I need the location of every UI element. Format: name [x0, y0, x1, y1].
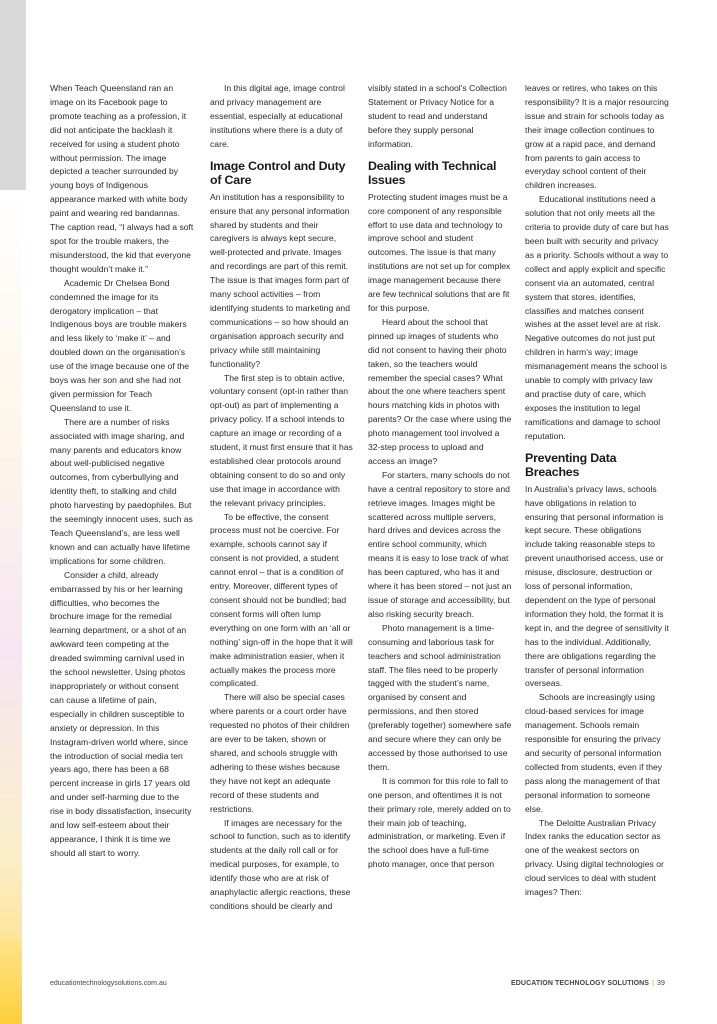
page-number: 39	[657, 980, 665, 987]
section-heading: Preventing Data Breaches	[525, 450, 617, 480]
paragraph: The first step is to obtain active, voluntary consent (opt-in rather than opt-out) as part of implementing a privacy policy. If a school intends to capture an image or recording of a student, it must first ensure that it has established clear protocols around obtaining consent to do so and only use that image in accordance with the relevant privacy principles.	[210, 372, 353, 508]
paragraph: To be effective, the consent process must not be coercive. For example, schools cannot say if consent is not provided, a student cannot enrol – that is a condition of entry. Moreover, different types of consent should not be bundled; bad consent forms will often lump everything on one form with an ‘all or nothing’ sign-off in the hope that it will make administration easier, when it actually makes the process more complicated.	[210, 511, 353, 689]
page-edge-strip	[0, 0, 26, 190]
publication-name: EDUCATION TECHNOLOGY SOLUTIONS	[511, 980, 650, 987]
page-edge-gradient	[0, 190, 22, 1024]
paragraph: When Teach Queensland ran an image on its Facebook page to promote teaching as a profession, it did not anticipate the backlash it received for using a student photo without permission. The image depicted a teacher surrounded by young boys of Indigenous appearance marked with white body paint and wearing red bandannas. The caption read, “I always had a soft spot for the trouble makers, the misunderstood, the kid that everyone thought wouldn’t make it.”	[50, 83, 194, 274]
paragraph: The Deloitte Australian Privacy Index ranks the education sector as one of the weakest sectors on privacy. Using digital technologies or cloud services to deal with student images? Then:	[525, 817, 664, 898]
paragraph: Schools are increasingly using cloud-based services for image management. Schools remain responsible for ensuring the privacy and security of personal information collected from students, even if they pass along the management of that personal information to someone else.	[525, 692, 663, 814]
text-column-4	[525, 82, 669, 962]
text-column-2	[210, 82, 354, 962]
text-column-3	[368, 82, 512, 962]
paragraph: For starters, many schools do not have a central repository to store and retrieve images. Images might be scattered across multiple servers, hard drives and devices across the entire school community, which means it is easy to lose track of what has been captured, who has it and where it has been stored – not just an issue of storage and accessibility, but also risking security breach.	[368, 469, 512, 619]
footer-separator: |	[652, 980, 654, 987]
footer-website: educationtechnologysolutions.com.au	[50, 980, 167, 987]
paragraph: An institution has a responsibility to ensure that any personal information shared by students and their caregivers is always kept secure, well-protected and private. Images and recordings are part of this remit. The issue is that images form part of many school activities – from identifying students to marketing and communications – so how should an organisation approach security and privacy while still maintaining functionality?	[210, 191, 350, 369]
paragraph: Academic Dr Chelsea Bond condemned the image for its derogatory implication – that Indigenous boys are trouble makers and less likely to ‘make it’ – and doubled down on the organisation’s use of the image because one of the boys was her son and she had not given permission for Teach Queensland to use it.	[50, 277, 190, 413]
section-heading: Dealing with Technical Issues	[368, 158, 497, 188]
paragraph: There are a number of risks associated with image sharing, and many parents and educators know about well-publicised negative outcomes, from cyberbullying and identity theft, to stalking and child photo harvesting by paedophiles. But the seemingly innocent uses, such as Teach Queensland’s, are less well known and can actually have lifetime implications for some children.	[50, 416, 193, 566]
paragraph: In Australia’s privacy laws, schools have obligations in relation to ensuring that personal information is kept secure. These obligations include taking reasonable steps to prevent unauthorised access, use or misuse, disclosure, destruction or loss of personal information, dependent on the type of personal information they hold, the format it is kept in, and the degree of sensitivity it has to the individual. Additionally, there are obligations regarding the transfer of personal information overseas.	[525, 483, 669, 689]
paragraph: There will also be special cases where parents or a court order have requested no photos of their children are ever to be taken, shown or shared, and schools struggle with adhering to these wishes because they have not kept an adequate record of these students and restrictions.	[210, 692, 350, 814]
section-heading: Image Control and Duty of Care	[210, 158, 346, 188]
paragraph: It is common for this role to fall to one person, and oftentimes it is not their primary role, merely added on to their main job of teaching, administration, or marketing. Even if the school does have a full-time photo manager, once that person	[368, 775, 511, 870]
paragraph: Consider a child, already embarrassed by his or her learning difficulties, who becomes the brochure image for the remedial learning department, or a shot of an awkward teen competing at the dreaded swimming carnival used in the school newsletter. Using photos inappropriately or without consent can cause a lifetime of pain, especially in children susceptible to anxiety or depression. In this Instagram-driven world where, since the introduction of social media ten years ago, there has been a 68 percent increase in girls 17 years old and under self-harming due to the rise in body dissatisfaction, insecurity and low self-esteem about their appearance, I think it is time we should all start to worry.	[50, 569, 192, 858]
page-edge-gold-accent	[0, 940, 22, 1024]
paragraph: Educational institutions need a solution that not only meets all the criteria to provide duty of care but has been built with security and privacy as a priority. Schools without a way to collect and apply explicit and specific consent via an automated, central system that stores, identifies, classifies and matches consent wishes at the asset level are at risk. Negative outcomes do not just put children in harm’s way; image mismanagement means the school is unable to comply with privacy law and practise duty of care, which exposes the institution to legal ramifications and damage to school reputation.	[525, 194, 669, 441]
paragraph: Protecting student images must be a core component of any responsible effort to use data and technology to improve school and student outcomes. The issue is that many institutions are not set up for complex image management because there are few technical solutions that are fit for this purpose.	[368, 191, 511, 313]
paragraph: If images are necessary for the school to function, such as to identify students at the daily roll call or for medical purposes, for example, to identify those who are at risk of anaphylactic allergic reactions, these conditions should be clearly and	[210, 817, 351, 911]
paragraph: visibly stated in a school’s Collection Statement or Privacy Notice for a student to read and understand before they supply personal information.	[368, 83, 507, 149]
paragraph: Heard about the school that pinned up images of students who did not consent to having their photo taken, so the teachers would remember the special cases? What about the one where teachers spent hours matching kids in photos with parents? Or the case where using the photo management tool involved a 32-step process to upload and access an image?	[368, 316, 512, 466]
text-column-1	[50, 82, 194, 962]
paragraph: leaves or retires, who takes on this responsibility? It is a major resourcing issue and strain for schools today as their image collection continues to grow at a rapid pace, and demand from parents to gain access to everyday school content of their children increases.	[525, 83, 669, 191]
paragraph: In this digital age, image control and privacy management are essential, especially at educational institutions where there is a duty of care.	[210, 83, 345, 149]
article-body	[50, 82, 690, 962]
paragraph: Photo management is a time-consuming and laborious task for teachers and school administration staff. The files need to be properly tagged with the student’s name, organised by consent and permissions, and then stored (preferably together) somewhere safe and secure where they can only be accessed by those authorised to use them.	[368, 622, 512, 772]
footer-publication	[511, 980, 665, 987]
